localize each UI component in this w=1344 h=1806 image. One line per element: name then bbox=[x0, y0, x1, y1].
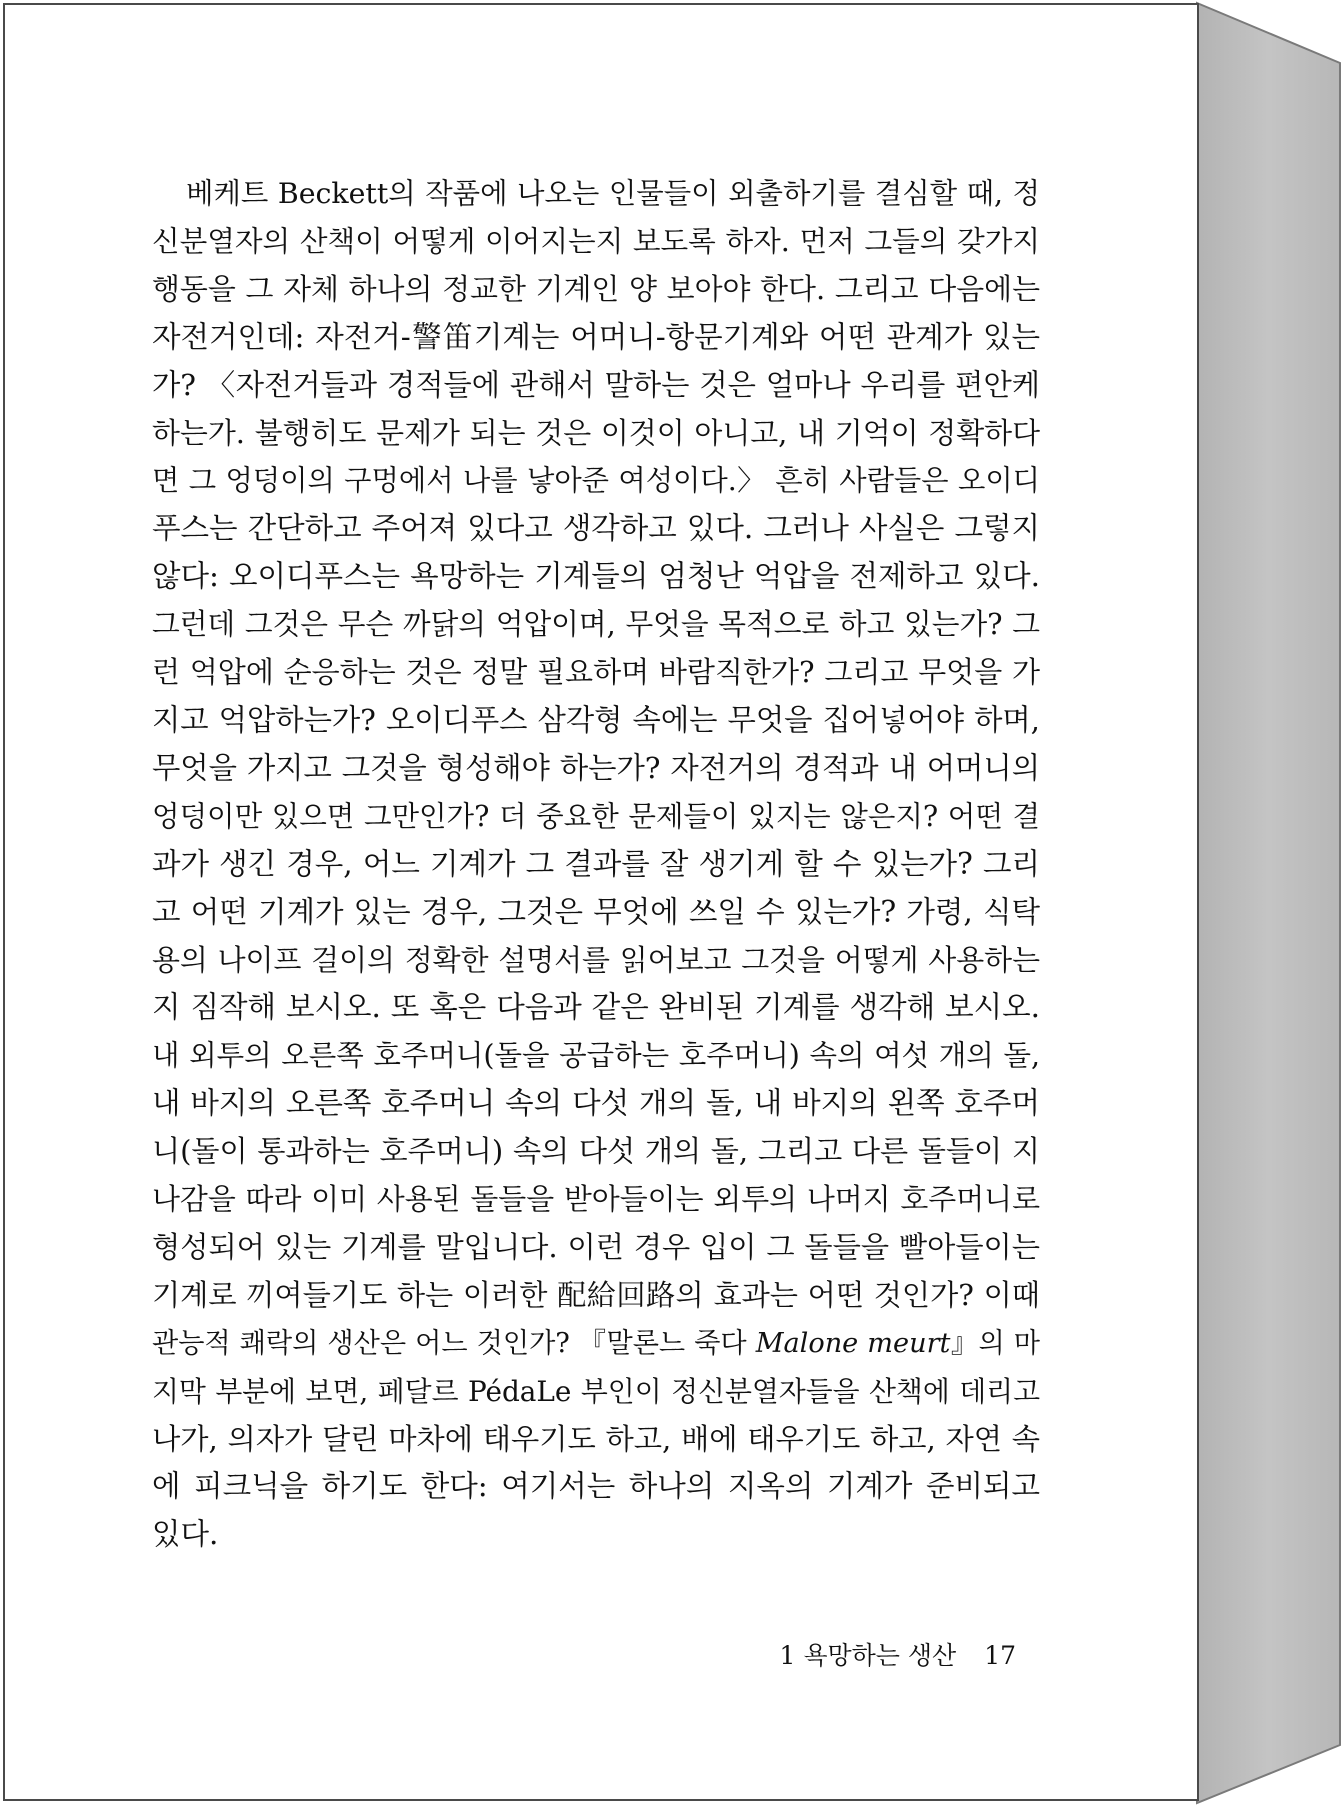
text-line: 엉덩이만 있으면 그만인가? 더 중요한 문제들이 있지는 않은지? 어떤 결 bbox=[152, 799, 1040, 833]
text-line: 행동을 그 자체 하나의 정교한 기계인 양 보아야 한다. 그리고 다음에는 bbox=[152, 271, 1040, 306]
text-line: 고 어떤 기계가 있는 경우, 그것은 무엇에 쓰일 수 있는가? 가령, 식탁 bbox=[152, 894, 1040, 929]
body-text bbox=[152, 170, 1040, 1559]
text-line: 면 그 엉덩이의 구멍에서 나를 낳아준 여성이다.〉 흔히 사람들은 오이디 bbox=[152, 464, 1040, 498]
text-line: 용의 나이프 걸이의 정확한 설명서를 읽어보고 그것을 어떻게 사용하는 bbox=[152, 942, 1040, 977]
text-line: 자전거인데: 자전거-警笛기계는 어머니-항문기계와 어떤 관계가 있는 bbox=[152, 319, 1040, 354]
text-line: 니(돌이 통과하는 호주머니) 속의 다섯 개의 돌, 그리고 다른 돌들이 지 bbox=[152, 1134, 1040, 1169]
text-line: 형성되어 있는 기계를 말입니다. 이런 경우 입이 그 돌들을 빨아들이는 bbox=[152, 1229, 1040, 1264]
text-line: 가? 〈자전거들과 경적들에 관해서 말하는 것은 얼마나 우리를 편안케 bbox=[152, 367, 1040, 402]
text-line: 기계로 끼여들기도 하는 이러한 配給回路의 효과는 어떤 것인가? 이때 bbox=[152, 1277, 1040, 1312]
text-line: 하는가. 불행히도 문제가 되는 것은 이것이 아니고, 내 기억이 정확하다 bbox=[152, 415, 1040, 450]
running-footer bbox=[780, 1636, 1016, 1672]
text-line: 지막 부분에 보면, 페달르 PédaLe 부인이 정신분열자들을 산책에 데리고 bbox=[152, 1374, 1040, 1408]
text-line: 베케트 Beckett의 작품에 나오는 인물들이 외출하기를 결심할 때, 정 bbox=[186, 177, 1040, 210]
text-line: 과가 생긴 경우, 어느 기계가 그 결과를 잘 생기게 할 수 있는가? 그리 bbox=[152, 846, 1040, 881]
text-line: 있다. bbox=[152, 1517, 219, 1552]
text-line: 무엇을 가지고 그것을 형성해야 하는가? 자전거의 경적과 내 어머니의 bbox=[152, 750, 1040, 785]
text-line: 에 피크닉을 하기도 한다: 여기서는 하나의 지옥의 기계가 준비되고 bbox=[152, 1469, 1040, 1504]
text-line: 지고 억압하는가? 오이디푸스 삼각형 속에는 무엇을 집어넣어야 하며, bbox=[152, 702, 1040, 737]
chapter-title: 1 욕망하는 생산 bbox=[779, 1641, 957, 1670]
page-number: 17 bbox=[984, 1641, 1016, 1670]
text-line: 않다: 오이디푸스는 욕망하는 기계들의 엄청난 억압을 전제하고 있다. bbox=[152, 559, 1040, 594]
text-line: 푸스는 간단하고 주어져 있다고 생각하고 있다. 그러나 사실은 그렇지 bbox=[152, 511, 1040, 546]
text-line: 나감을 따라 이미 사용된 돌들을 받아들이는 외투의 나머지 호주머니로 bbox=[152, 1182, 1040, 1217]
text-line: 그런데 그것은 무슨 까닭의 억압이며, 무엇을 목적으로 하고 있는가? 그 bbox=[152, 607, 1040, 642]
text-line: 내 바지의 오른쪽 호주머니 속의 다섯 개의 돌, 내 바지의 왼쪽 호주머 bbox=[152, 1086, 1040, 1121]
text-line: 신분열자의 산책이 어떻게 이어지는지 보도록 하자. 먼저 그들의 갖가지 bbox=[152, 223, 1040, 258]
text-line: 나가, 의자가 달린 마차에 태우기도 하고, 배에 태우기도 하고, 자연 속 bbox=[152, 1421, 1040, 1456]
text-line: 내 외투의 오른쪽 호주머니(돌을 공급하는 호주머니) 속의 여섯 개의 돌, bbox=[152, 1039, 1040, 1073]
text-line: 관능적 쾌락의 생산은 어느 것인가? 『말론느 죽다 Malone meurt』의 마 bbox=[152, 1327, 1040, 1359]
text-line: 런 억압에 순응하는 것은 정말 필요하며 바람직한가? 그리고 무엇을 가 bbox=[152, 655, 1040, 690]
text-line: 지 짐작해 보시오. 또 혹은 다음과 같은 완비된 기계를 생각해 보시오. bbox=[152, 990, 1040, 1025]
